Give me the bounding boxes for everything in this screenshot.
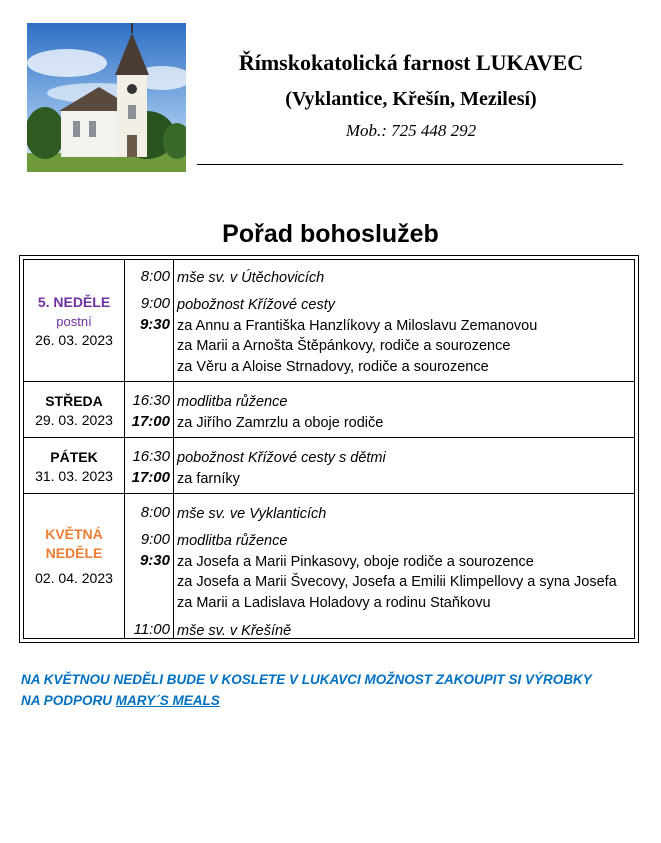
- day-cell: [24, 525, 124, 588]
- church-photo: [27, 23, 186, 172]
- day-date: 31. 03. 2023: [35, 468, 113, 484]
- entry-time: 17:00: [131, 469, 170, 486]
- day-name: NEDĚLE: [45, 545, 103, 561]
- announcement: [21, 669, 641, 711]
- day-cell: [24, 448, 124, 486]
- parish-phone: Mob.: 725 448 292: [345, 121, 477, 140]
- entry-time: 16:30: [132, 448, 170, 465]
- row-divider: [24, 437, 634, 438]
- entry-text: mše sv. v Útěchovicích: [177, 270, 325, 286]
- entry-time: 9:00: [140, 295, 170, 312]
- entry-time: 9:30: [139, 316, 170, 333]
- entry-time: 9:30: [139, 552, 170, 569]
- entry-text: pobožnost Křížové cesty: [177, 297, 335, 313]
- page-title: Pořad bohoslužeb: [222, 220, 439, 248]
- announcement-prefix: NA PODPORU: [21, 693, 116, 708]
- entry-text: pobožnost Křížové cesty s dětmi: [177, 450, 386, 466]
- header-divider: [197, 164, 623, 165]
- day-name: KVĚTNÁ: [45, 526, 103, 542]
- entry-text: modlitba růžence: [177, 533, 288, 549]
- day-name: 5. NEDĚLE: [37, 294, 111, 310]
- day-subtitle: postní: [56, 314, 92, 329]
- day-name: STŘEDA: [45, 393, 103, 409]
- entry-time: 8:00: [140, 268, 170, 285]
- announcement-line: NA KVĚTNOU NEDĚLI BUDE V KOSLETE V LUKAVCI MOŽNOST ZAKOUPIT SI VÝROBKY: [21, 672, 592, 687]
- entry-text: za Marii a Arnošta Štěpánkovy, rodiče a sourozence: [177, 338, 511, 354]
- entry-text: modlitba růžence: [177, 394, 288, 410]
- entry-text: za farníky: [177, 471, 240, 487]
- entry-time: 8:00: [140, 504, 170, 521]
- entry-text: za Josefa a Marii Pinkasovy, oboje rodiče a sourozence: [177, 554, 534, 570]
- entry-text: mše sv. ve Vyklanticích: [177, 506, 327, 522]
- time-column-divider: [173, 260, 174, 638]
- entry-time: 11:00: [133, 621, 170, 638]
- entry-text: za Annu a Františka Hanzlíkovy a Miloslavu Zemanovou: [177, 318, 538, 334]
- day-date: 02. 04. 2023: [35, 570, 113, 586]
- marys-meals-link[interactable]: MARY´S MEALS: [115, 693, 220, 708]
- day-date: 29. 03. 2023: [35, 412, 113, 428]
- entry-text: za Marii a Ladislava Holadovy a rodinu Staňkovu: [177, 595, 491, 611]
- parish-title: Římskokatolická farnost LUKAVEC: [238, 50, 584, 75]
- entry-text: mše sv. v Křešíně: [177, 623, 292, 639]
- schedule-table: [19, 255, 639, 643]
- entry-text: za Věru a Aloise Strnadovy, rodiče a sourozence: [177, 359, 489, 375]
- day-date: 26. 03. 2023: [35, 332, 113, 348]
- announcement-line: [21, 690, 641, 711]
- entry-time: 9:00: [140, 531, 170, 548]
- parish-villages: (Vyklantice, Křešín, Mezilesí): [285, 88, 537, 110]
- entry-time: 17:00: [131, 413, 170, 430]
- day-cell: [24, 392, 124, 430]
- row-divider: [24, 381, 634, 382]
- schedule-table-inner: [23, 259, 635, 639]
- day-cell: [24, 293, 124, 350]
- day-name: PÁTEK: [50, 449, 98, 465]
- entry-time: 16:30: [132, 392, 170, 409]
- entry-text: za Jiřího Zamrzlu a oboje rodiče: [177, 415, 384, 431]
- entry-text: za Josefa a Marii Švecovy, Josefa a Emilii Klimpellovy a syna Josefa: [177, 574, 617, 590]
- row-divider: [24, 493, 634, 494]
